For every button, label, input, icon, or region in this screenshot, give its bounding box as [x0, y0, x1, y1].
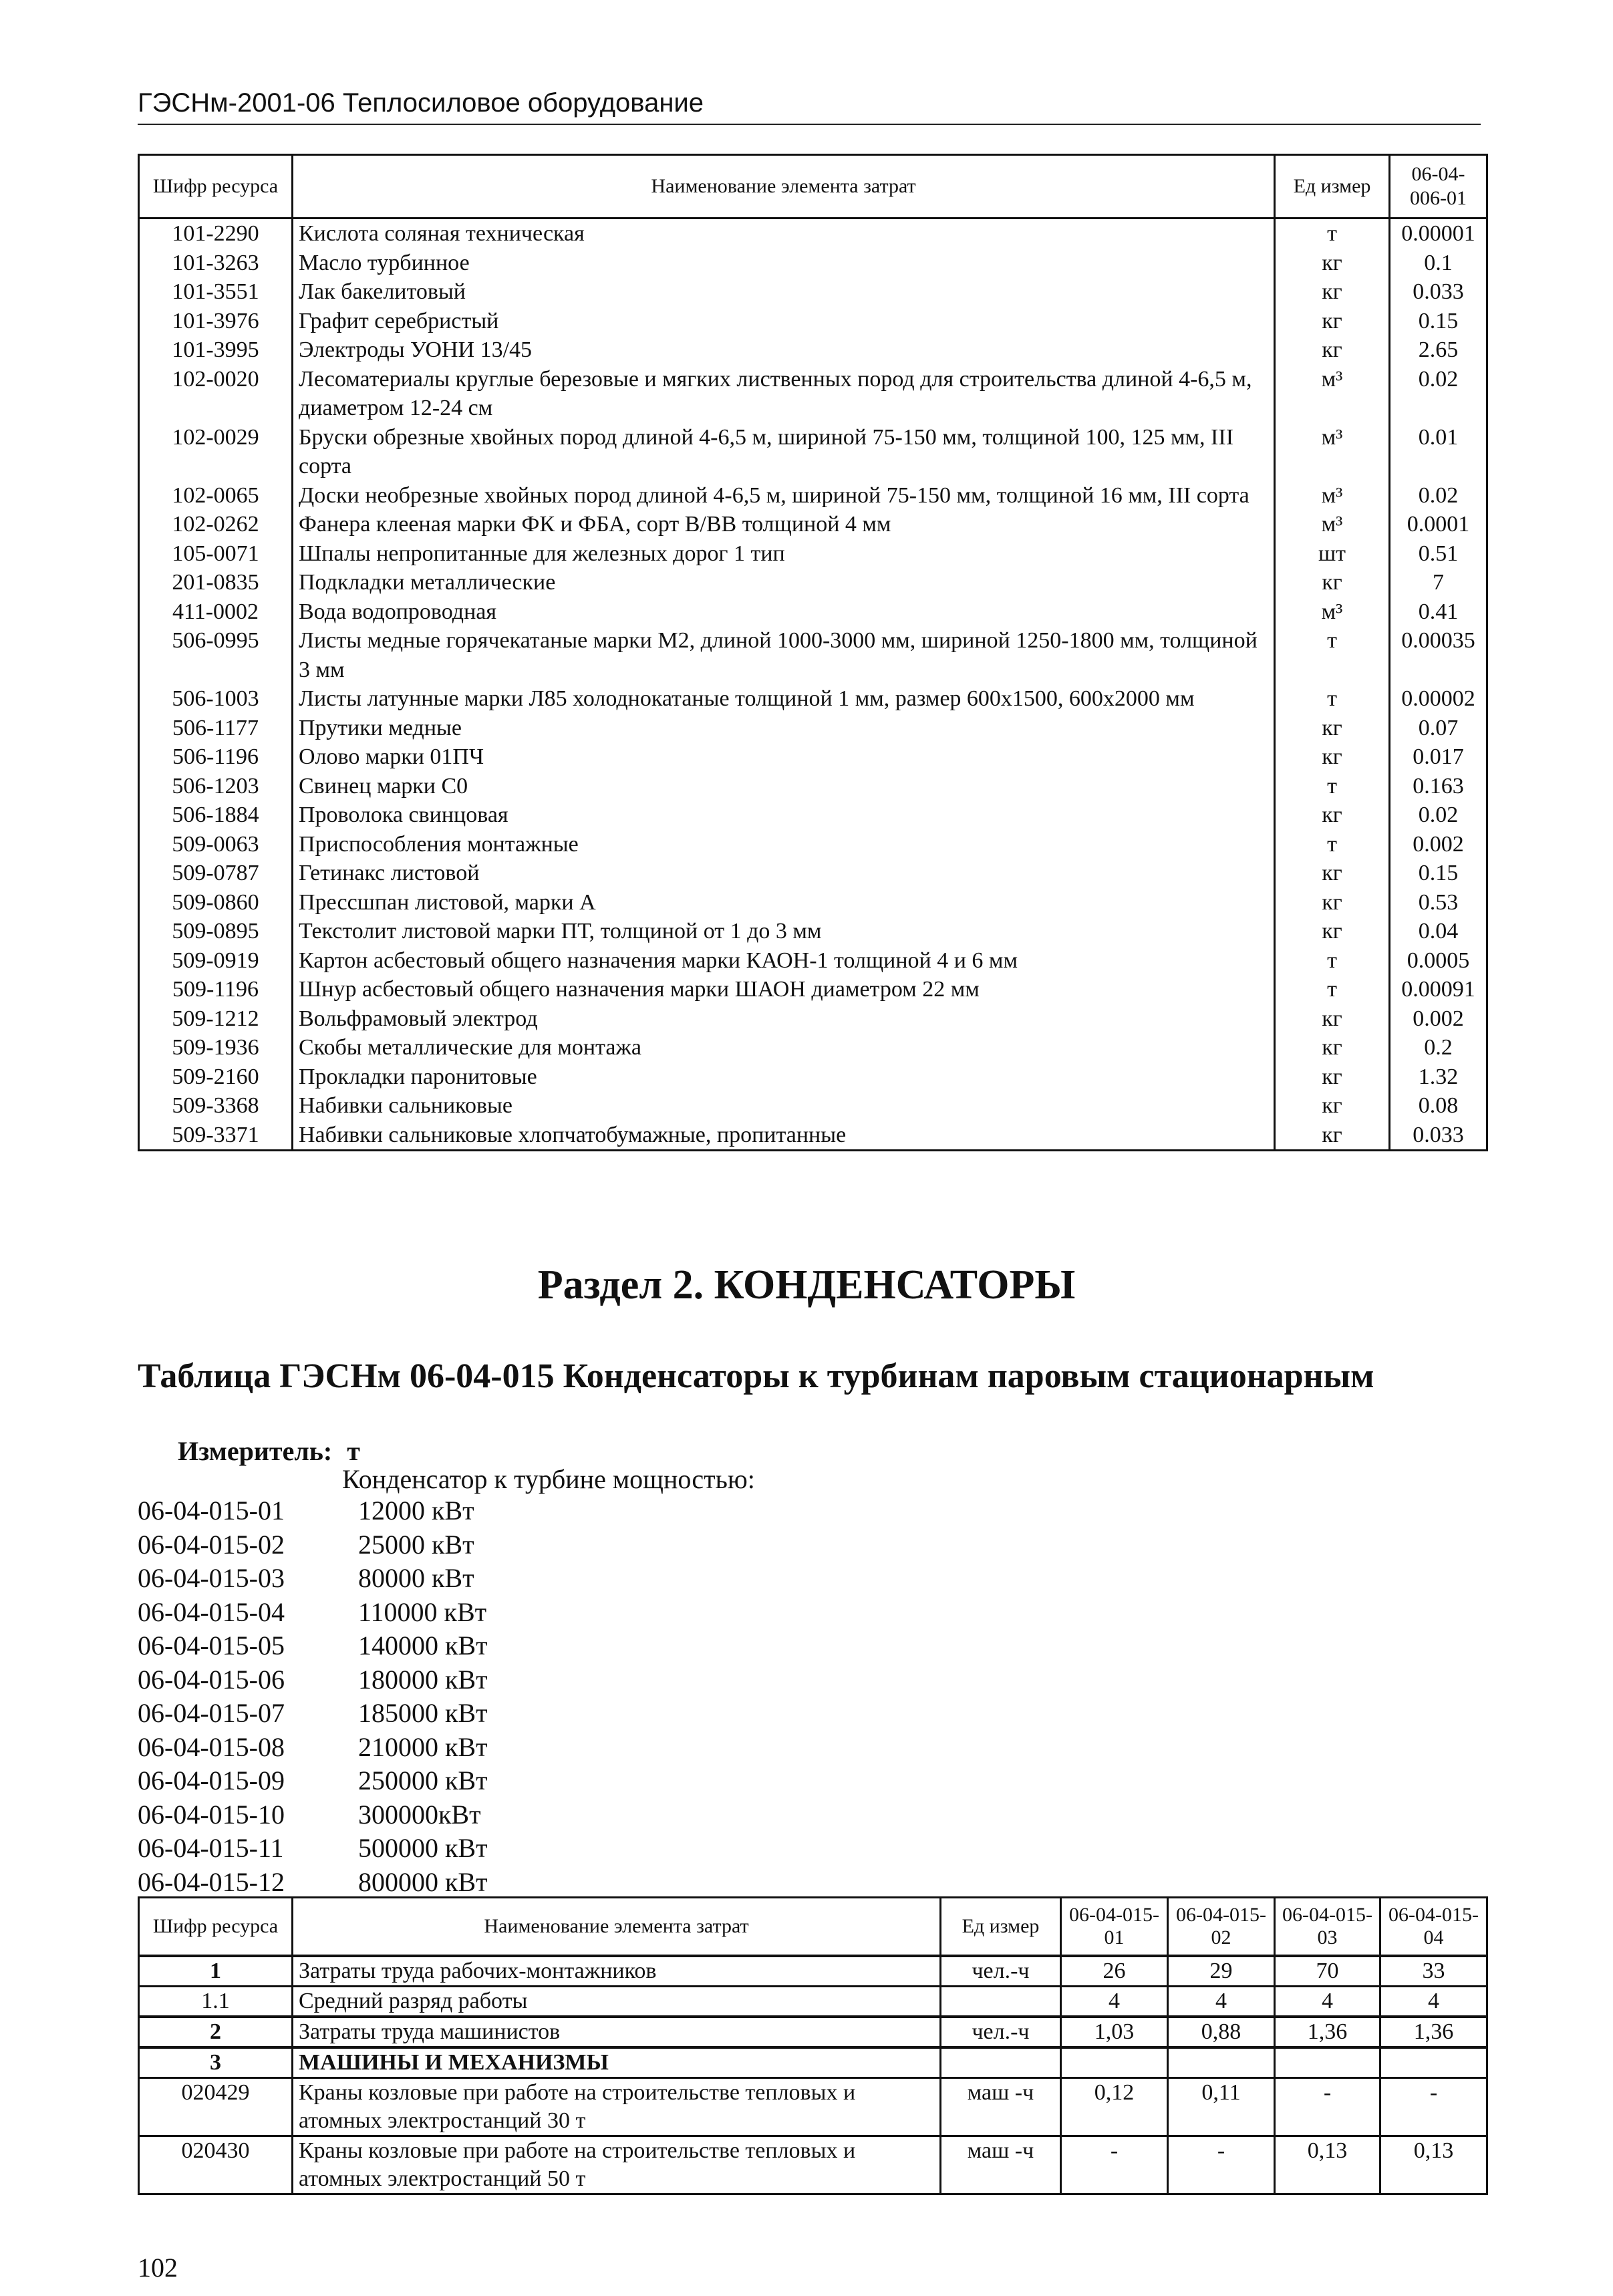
resource-value: 0.02: [1390, 801, 1487, 830]
condenser-power: 210000 кВт: [358, 1731, 488, 1762]
resource-unit: кг: [1275, 917, 1390, 946]
resource-value: 0.02: [1390, 481, 1487, 511]
column-header-unit: Ед измер: [941, 1898, 1061, 1957]
condenser-power: 140000 кВт: [358, 1630, 488, 1661]
resource-code: 506-1203: [139, 772, 293, 801]
resource-code: 1: [139, 1956, 293, 1987]
resource-name: Скобы металлические для монтажа: [293, 1033, 1275, 1062]
resource-code: 020429: [139, 2078, 293, 2136]
resource-name: Прокладки паронитовые: [293, 1062, 1275, 1092]
condenser-code: 06-04-015-04: [138, 1596, 285, 1627]
resource-unit: кг: [1275, 1091, 1390, 1121]
norm-value-04: [1380, 2047, 1487, 2078]
condenser-list: [138, 1494, 488, 1899]
list-item: [138, 1528, 488, 1562]
resource-name: МАШИНЫ И МЕХАНИЗМЫ: [293, 2047, 941, 2078]
column-header-name: Наименование элемента затрат: [293, 1898, 941, 1957]
resource-name: Подкладки металлические: [293, 568, 1275, 597]
norm-value-03: -: [1275, 2078, 1380, 2136]
table-row: [139, 975, 1487, 1004]
table-row: [139, 510, 1487, 539]
table-row: [139, 2136, 1487, 2194]
column-header-code: Шифр ресурса: [139, 1898, 293, 1957]
resource-code: 509-0919: [139, 946, 293, 976]
resource-code: 102-0262: [139, 510, 293, 539]
resource-name: Гетинакс листовой: [293, 859, 1275, 888]
resource-unit: т: [1275, 219, 1390, 249]
resource-unit: м³: [1275, 510, 1390, 539]
condenser-code: 06-04-015-09: [138, 1765, 285, 1796]
condenser-code: 06-04-015-02: [138, 1529, 285, 1560]
norm-value-01: 26: [1061, 1956, 1168, 1987]
condenser-code: 06-04-015-11: [138, 1833, 284, 1863]
norm-value-01: 4: [1061, 1987, 1168, 2017]
resource-value: 0.08: [1390, 1091, 1487, 1121]
list-item: [138, 1832, 488, 1866]
resource-name: Картон асбестовый общего назначения марки КАОН-1 толщиной 4 и 6 мм: [293, 946, 1275, 976]
condenser-code: 06-04-015-10: [138, 1799, 285, 1830]
list-item: [138, 1494, 488, 1528]
norm-value-03: [1275, 2047, 1380, 2078]
norm-value-03: 70: [1275, 1956, 1380, 1987]
resource-name: Электроды УОНИ 13/45: [293, 335, 1275, 365]
resource-unit: маш -ч: [941, 2078, 1061, 2136]
table-row: [139, 1121, 1487, 1151]
column-header-norm-04: 06-04-015-04: [1380, 1898, 1487, 1957]
table-row: [139, 1033, 1487, 1062]
resource-name: Средний разряд работы: [293, 1987, 941, 2017]
table-row: [139, 1062, 1487, 1092]
table-row: [139, 539, 1487, 569]
resource-unit: т: [1275, 626, 1390, 684]
resource-value: 0.002: [1390, 1004, 1487, 1034]
condenser-power: 250000 кВт: [358, 1765, 488, 1796]
column-header-norm-02: 06-04-015-02: [1168, 1898, 1275, 1957]
resource-name: Затраты труда машинистов: [293, 2017, 941, 2047]
resource-value: 0.01: [1390, 423, 1487, 481]
resource-name: Затраты труда рабочих-монтажников: [293, 1956, 941, 1987]
resource-unit: м³: [1275, 597, 1390, 627]
resource-unit: шт: [1275, 539, 1390, 569]
list-item: [138, 1663, 488, 1697]
column-header-name: Наименование элемента затрат: [293, 155, 1275, 219]
resource-code: 509-0895: [139, 917, 293, 946]
resource-unit: м³: [1275, 365, 1390, 423]
meter-line: [178, 1435, 360, 1467]
resource-unit: т: [1275, 830, 1390, 859]
table-row: [139, 1987, 1487, 2017]
resource-unit: м³: [1275, 423, 1390, 481]
norms-table: [138, 1896, 1488, 2195]
section-title: Раздел 2. КОНДЕНСАТОРЫ: [537, 1262, 1076, 1308]
table-row: [139, 219, 1487, 249]
resource-value: 7: [1390, 568, 1487, 597]
resource-code: 506-0995: [139, 626, 293, 684]
resource-code: 101-3263: [139, 249, 293, 278]
table-row: [139, 277, 1487, 307]
resource-unit: т: [1275, 684, 1390, 714]
resource-code: 201-0835: [139, 568, 293, 597]
table-row: [139, 307, 1487, 336]
resource-value: 0.00001: [1390, 219, 1487, 249]
resource-code: 101-3551: [139, 277, 293, 307]
table-row: [139, 2047, 1487, 2078]
list-item: [138, 1562, 488, 1596]
resource-name: Бруски обрезные хвойных пород длиной 4-6,5 м, шириной 75-150 мм, толщиной 100, 125 мм, III сорта: [293, 423, 1275, 481]
resource-name: Вольфрамовый электрод: [293, 1004, 1275, 1034]
table-row: [139, 365, 1487, 423]
resource-unit: кг: [1275, 249, 1390, 278]
list-item: [138, 1629, 488, 1663]
resource-value: 0.41: [1390, 597, 1487, 627]
column-header-norm-01: 06-04-015-01: [1061, 1898, 1168, 1957]
resource-name: Вода водопроводная: [293, 597, 1275, 627]
resource-unit: т: [1275, 946, 1390, 976]
norm-value-01: [1061, 2047, 1168, 2078]
resource-name: Лесоматериалы круглые березовые и мягких лиственных пород для строительства длиной 4-6,5 м, диаметром 12-24 см: [293, 365, 1275, 423]
list-item: [138, 1697, 488, 1731]
resource-name: Фанера клееная марки ФК и ФБА, сорт В/ВВ толщиной 4 мм: [293, 510, 1275, 539]
resource-code: 020430: [139, 2136, 293, 2194]
norm-value-01: 0,12: [1061, 2078, 1168, 2136]
resource-code: 101-3995: [139, 335, 293, 365]
norm-value-02: 0,11: [1168, 2078, 1275, 2136]
table-row: [139, 742, 1487, 772]
resource-unit: кг: [1275, 801, 1390, 830]
list-item: [138, 1764, 488, 1798]
resource-name: Прутики медные: [293, 714, 1275, 743]
resource-value: 0.002: [1390, 830, 1487, 859]
resource-code: 509-0860: [139, 888, 293, 917]
table-row: [139, 772, 1487, 801]
resource-value: 0.0001: [1390, 510, 1487, 539]
table-row: [139, 568, 1487, 597]
resource-unit: кг: [1275, 568, 1390, 597]
resource-code: 509-1212: [139, 1004, 293, 1034]
table-header-row: [139, 1898, 1487, 1957]
resource-unit: кг: [1275, 859, 1390, 888]
resource-name: Проволока свинцовая: [293, 801, 1275, 830]
table-row: [139, 888, 1487, 917]
list-item: [138, 1798, 488, 1832]
resource-code: 509-0063: [139, 830, 293, 859]
resource-name: Набивки сальниковые: [293, 1091, 1275, 1121]
resource-value: 0.163: [1390, 772, 1487, 801]
table-row: [139, 2078, 1487, 2136]
resource-name: Прессшпан листовой, марки А: [293, 888, 1275, 917]
resource-unit: кг: [1275, 1033, 1390, 1062]
resource-code: 509-1936: [139, 1033, 293, 1062]
resource-unit: кг: [1275, 714, 1390, 743]
table-row: [139, 1956, 1487, 1987]
page-header: ГЭСНм-2001-06 Теплосиловое оборудование: [138, 88, 1481, 125]
table-row: [139, 597, 1487, 627]
condenser-power: 300000кВт: [358, 1799, 481, 1830]
resource-value: 2.65: [1390, 335, 1487, 365]
resource-code: 509-2160: [139, 1062, 293, 1092]
table-row: [139, 626, 1487, 684]
resource-unit: кг: [1275, 307, 1390, 336]
condenser-power: 185000 кВт: [358, 1698, 488, 1728]
resource-name: Масло турбинное: [293, 249, 1275, 278]
resource-unit: кг: [1275, 1062, 1390, 1092]
resource-value: 0.51: [1390, 539, 1487, 569]
table-row: [139, 423, 1487, 481]
resource-value: 0.07: [1390, 714, 1487, 743]
resource-code: 506-1196: [139, 742, 293, 772]
resource-name: Олово марки 01ПЧ: [293, 742, 1275, 772]
table-row: [139, 714, 1487, 743]
condenser-power: 25000 кВт: [358, 1529, 474, 1560]
condenser-power: 180000 кВт: [358, 1664, 488, 1695]
resource-value: 0.017: [1390, 742, 1487, 772]
resource-unit: т: [1275, 772, 1390, 801]
norm-value-03: 0,13: [1275, 2136, 1380, 2194]
table-row: [139, 830, 1487, 859]
condenser-power: 800000 кВт: [358, 1866, 488, 1897]
resource-name: Графит серебристый: [293, 307, 1275, 336]
resource-unit: [941, 1987, 1061, 2017]
resource-code: 3: [139, 2047, 293, 2078]
resource-value: 0.2: [1390, 1033, 1487, 1062]
resource-value: 1.32: [1390, 1062, 1487, 1092]
norm-value-03: 4: [1275, 1987, 1380, 2017]
resource-code: 105-0071: [139, 539, 293, 569]
resource-name: Листы медные горячекатаные марки М2, длиной 1000-3000 мм, шириной 1250-1800 мм, толщиной 3 мм: [293, 626, 1275, 684]
resource-code: 509-3371: [139, 1121, 293, 1151]
resource-value: 0.02: [1390, 365, 1487, 423]
table-row: [139, 249, 1487, 278]
norm-value-01: -: [1061, 2136, 1168, 2194]
condenser-code: 06-04-015-01: [138, 1495, 285, 1526]
resource-name: Шпалы непропитанные для железных дорог 1 тип: [293, 539, 1275, 569]
resource-name: Доски необрезные хвойных пород длиной 4-6,5 м, шириной 75-150 мм, толщиной 16 мм, III сорта: [293, 481, 1275, 511]
resource-unit: маш -ч: [941, 2136, 1061, 2194]
resource-unit: кг: [1275, 742, 1390, 772]
table-row: [139, 335, 1487, 365]
table-row: [139, 2017, 1487, 2047]
condenser-code: 06-04-015-08: [138, 1731, 285, 1762]
condenser-code: 06-04-015-03: [138, 1563, 285, 1593]
resource-unit: кг: [1275, 1121, 1390, 1151]
resource-value: 0.00091: [1390, 975, 1487, 1004]
resource-unit: кг: [1275, 335, 1390, 365]
resource-unit: кг: [1275, 888, 1390, 917]
condenser-code: 06-04-015-12: [138, 1866, 285, 1897]
resource-code: 411-0002: [139, 597, 293, 627]
resource-value: 0.04: [1390, 917, 1487, 946]
condenser-code: 06-04-015-06: [138, 1664, 285, 1695]
resource-name: Лак бакелитовый: [293, 277, 1275, 307]
meter-value: т: [347, 1436, 360, 1466]
resource-value: 0.1: [1390, 249, 1487, 278]
resource-name: Листы латунные марки Л85 холоднокатаные толщиной 1 мм, размер 600х1500, 600х2000 мм: [293, 684, 1275, 714]
table-row: [139, 1091, 1487, 1121]
resource-unit: кг: [1275, 1004, 1390, 1034]
resource-code: 2: [139, 2017, 293, 2047]
list-item: [138, 1596, 488, 1630]
resource-name: Набивки сальниковые хлопчатобумажные, пропитанные: [293, 1121, 1275, 1151]
table-row: [139, 859, 1487, 888]
resources-table: [138, 154, 1488, 1151]
resource-value: 0.15: [1390, 307, 1487, 336]
column-header-norm-03: 06-04-015-03: [1275, 1898, 1380, 1957]
table-row: [139, 1004, 1487, 1034]
column-header-unit: Ед измер: [1275, 155, 1390, 219]
norm-value-04: 4: [1380, 1987, 1487, 2017]
norm-value-03: 1,36: [1275, 2017, 1380, 2047]
table-row: [139, 917, 1487, 946]
resource-unit: кг: [1275, 277, 1390, 307]
column-header-code: Шифр ресурса: [139, 155, 293, 219]
table-row: [139, 946, 1487, 976]
resource-name: Кислота соляная техническая: [293, 219, 1275, 249]
column-header-norm: 06-04-006-01: [1390, 155, 1487, 219]
meter-label: Измеритель:: [178, 1436, 333, 1466]
resource-name: Приспособления монтажные: [293, 830, 1275, 859]
norm-value-02: -: [1168, 2136, 1275, 2194]
resource-code: 102-0020: [139, 365, 293, 423]
resource-value: 0.033: [1390, 1121, 1487, 1151]
resource-code: 102-0029: [139, 423, 293, 481]
list-item: [138, 1866, 488, 1900]
resource-code: 506-1003: [139, 684, 293, 714]
norm-value-04: 0,13: [1380, 2136, 1487, 2194]
resource-unit: чел.-ч: [941, 2017, 1061, 2047]
table-row: [139, 481, 1487, 511]
table-title: Таблица ГЭСНм 06-04-015 Конденсаторы к турбинам паровым стационарным: [138, 1357, 1374, 1395]
norm-value-02: 4: [1168, 1987, 1275, 2017]
norm-value-02: 29: [1168, 1956, 1275, 1987]
resource-code: 1.1: [139, 1987, 293, 2017]
resource-code: 509-0787: [139, 859, 293, 888]
condenser-power: 110000 кВт: [358, 1596, 487, 1627]
resource-name: Краны козловые при работе на строительстве тепловых и атомных электростанций 30 т: [293, 2078, 941, 2136]
resource-unit: т: [1275, 975, 1390, 1004]
page-number: 102: [138, 2253, 178, 2283]
resource-code: 101-2290: [139, 219, 293, 249]
norm-value-02: [1168, 2047, 1275, 2078]
norm-value-01: 1,03: [1061, 2017, 1168, 2047]
resource-code: 506-1884: [139, 801, 293, 830]
resource-code: 506-1177: [139, 714, 293, 743]
resource-value: 0.15: [1390, 859, 1487, 888]
resource-name: Текстолит листовой марки ПТ, толщиной от 1 до 3 мм: [293, 917, 1275, 946]
condenser-code: 06-04-015-05: [138, 1630, 285, 1661]
resource-value: 0.0005: [1390, 946, 1487, 976]
resource-name: Краны козловые при работе на строительстве тепловых и атомных электростанций 50 т: [293, 2136, 941, 2194]
resource-code: 509-3368: [139, 1091, 293, 1121]
resource-value: 0.53: [1390, 888, 1487, 917]
resource-name: Шнур асбестовый общего назначения марки ШАОН диаметром 22 мм: [293, 975, 1275, 1004]
table-row: [139, 801, 1487, 830]
resource-unit: [941, 2047, 1061, 2078]
list-item: [138, 1731, 488, 1765]
resource-unit: м³: [1275, 481, 1390, 511]
condenser-code: 06-04-015-07: [138, 1698, 285, 1728]
resource-code: 509-1196: [139, 975, 293, 1004]
norm-value-04: 33: [1380, 1956, 1487, 1987]
condenser-power: 500000 кВт: [358, 1833, 488, 1863]
condenser-power: 80000 кВт: [358, 1563, 474, 1593]
table-row: [139, 684, 1487, 714]
resource-name: Свинец марки С0: [293, 772, 1275, 801]
resource-value: 0.00002: [1390, 684, 1487, 714]
resource-value: 0.00035: [1390, 626, 1487, 684]
resource-value: 0.033: [1390, 277, 1487, 307]
resource-code: 101-3976: [139, 307, 293, 336]
condenser-power: 12000 кВт: [358, 1495, 474, 1526]
table-header-row: [139, 155, 1487, 219]
resource-unit: чел.-ч: [941, 1956, 1061, 1987]
condenser-title: Конденсатор к турбине мощностью:: [342, 1464, 755, 1494]
norm-value-04: 1,36: [1380, 2017, 1487, 2047]
norm-value-02: 0,88: [1168, 2017, 1275, 2047]
norm-value-04: -: [1380, 2078, 1487, 2136]
resource-code: 102-0065: [139, 481, 293, 511]
